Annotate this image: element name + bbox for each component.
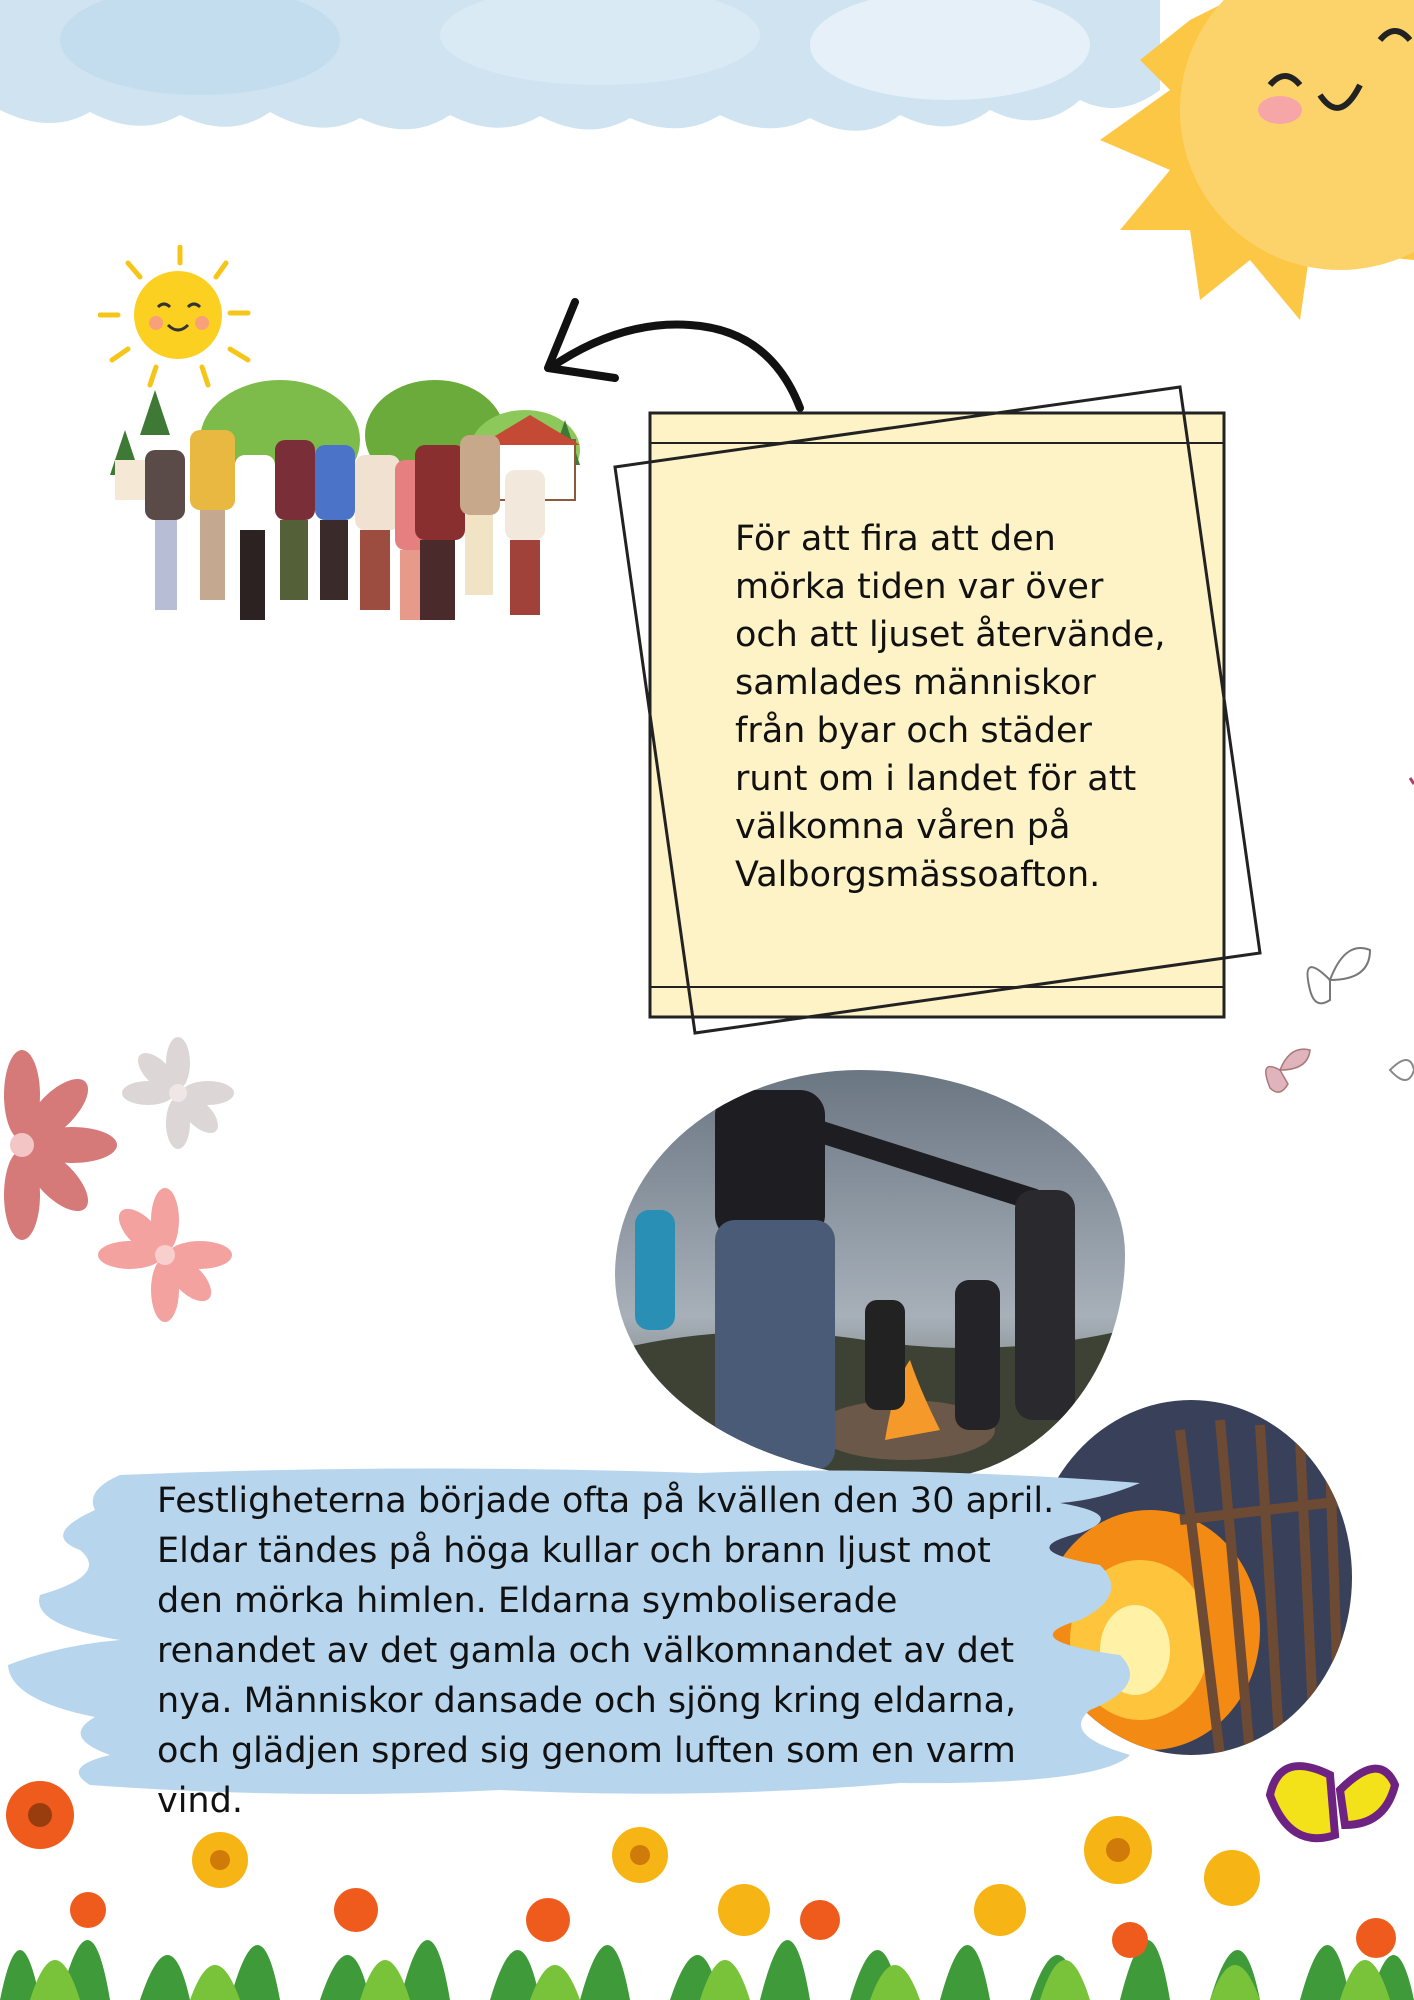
blue-box-text: Festligheterna började ofta på kvällen den 30 april. Eldar tändes på höga kullar och brann ljust mot den mörka himlen. Eldarna symboliserade renandet av det gamla och välkomnandet av det nya. Människor dansade och sjöng kring eldarna, och glädjen spred sig genom luften som en varm vind. bbox=[157, 1481, 1055, 1821]
cloud-banner bbox=[0, 0, 1160, 145]
butterfly-icon bbox=[1240, 760, 1414, 1120]
meadow-icon bbox=[0, 1760, 1414, 2000]
note-text: För att fira att den mörka tiden var över och att ljuset återvände, samlades människor från byar och städer runt om i landet för att välkomna våren på Valborgsmässoafton. bbox=[735, 519, 1166, 895]
yellow-butterfly bbox=[1270, 1766, 1395, 1838]
flower-icon bbox=[0, 1035, 240, 1325]
sun-face-icon bbox=[1080, 0, 1414, 330]
dancing-photo bbox=[615, 1070, 1125, 1480]
